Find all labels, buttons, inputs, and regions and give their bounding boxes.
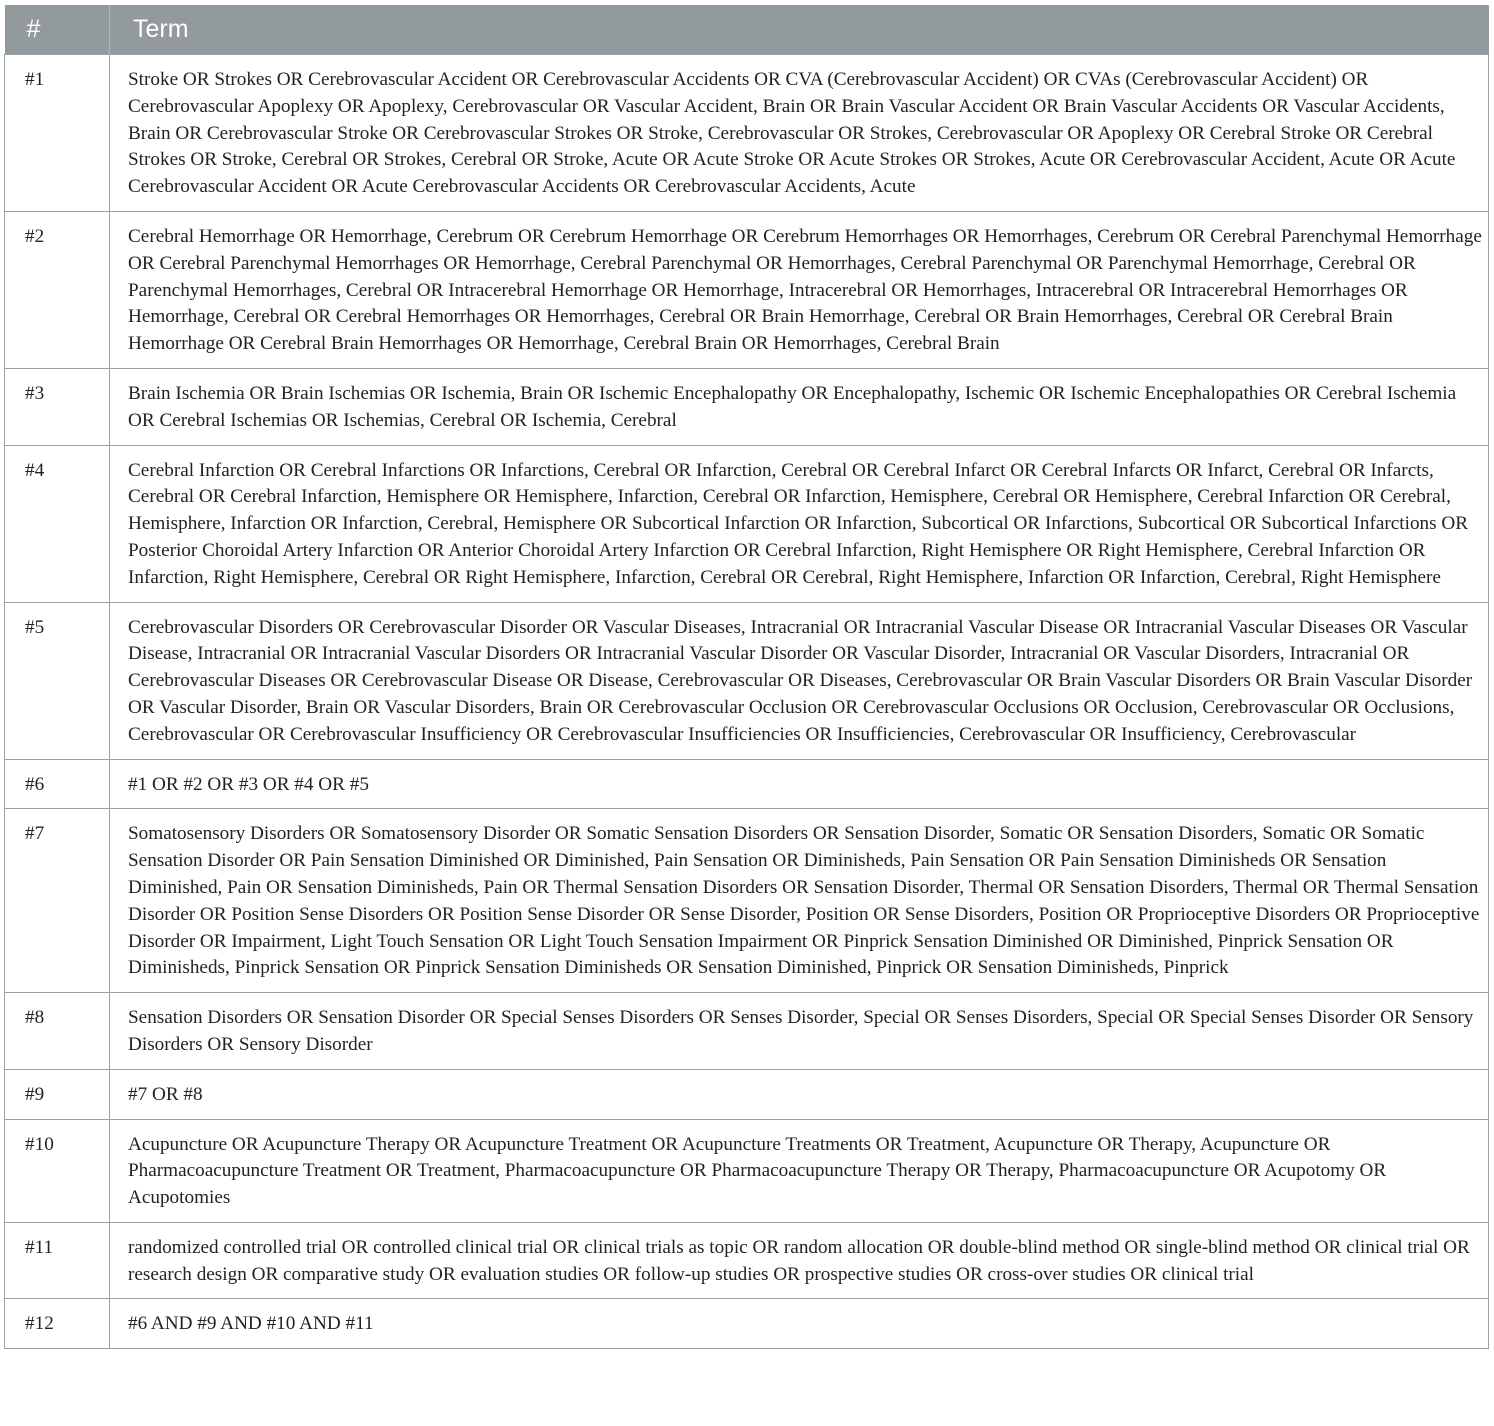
table-body <box>5 55 1489 1349</box>
table-row <box>5 1069 1489 1119</box>
row-term: #1 OR #2 OR #3 OR #4 OR #5 <box>110 759 1489 809</box>
table-row <box>5 1299 1489 1349</box>
table-row <box>5 445 1489 602</box>
header-number: # <box>5 5 110 55</box>
row-number: #9 <box>5 1069 110 1119</box>
row-number: #4 <box>5 445 110 602</box>
row-term: #7 OR #8 <box>110 1069 1489 1119</box>
row-term: Somatosensory Disorders OR Somatosensory Disorder OR Somatic Sensation Disorders OR Sensation Disorder, Somatic OR Sensation Disorders, Somatic OR Somatic Sensation Disorder OR Pain Sensation Diminished OR Diminished, Pain Sensation OR Diminisheds, Pain Sensation OR Pain Sensation Diminisheds OR Sensation Diminished, Pain OR Sensation Diminisheds, Pain OR Thermal Sensation Disorders OR Sensation Disorder, Thermal OR Sensation Disorders, Thermal OR Thermal Sensation Disorder OR Position Sense Disorders OR Position Sense Disorder OR Sense Disorder, Position OR Sense Disorders, Position OR Proprioceptive Disorders OR Proprioceptive Disorder OR Impairment, Light Touch Sensation OR Light Touch Sensation Impairment OR Pinprick Sensation Diminished OR Diminished, Pinprick Sensation OR Diminisheds, Pinprick Sensation OR Pinprick Sensation Diminisheds OR Sensation Diminished, Pinprick OR Sensation Diminisheds, Pinprick <box>110 809 1489 993</box>
table-header <box>5 5 1489 55</box>
table-row <box>5 211 1489 368</box>
row-number: #12 <box>5 1299 110 1349</box>
row-number: #5 <box>5 602 110 759</box>
row-number: #10 <box>5 1119 110 1222</box>
row-number: #8 <box>5 993 110 1070</box>
row-number: #7 <box>5 809 110 993</box>
search-strategy-table <box>4 5 1489 1349</box>
row-number: #6 <box>5 759 110 809</box>
row-term: Sensation Disorders OR Sensation Disorder OR Special Senses Disorders OR Senses Disorder, Special OR Senses Disorders, Special OR Special Senses Disorder OR Sensory Disorders OR Sensory Disorder <box>110 993 1489 1070</box>
table-row <box>5 759 1489 809</box>
row-term: randomized controlled trial OR controlled clinical trial OR clinical trials as topic OR random allocation OR double-blind method OR single-blind method OR clinical trial OR research design OR comparative study OR evaluation studies OR follow-up studies OR prospective studies OR cross-over studies OR clinical trial <box>110 1222 1489 1299</box>
row-number: #11 <box>5 1222 110 1299</box>
table-row <box>5 55 1489 212</box>
row-term: Brain Ischemia OR Brain Ischemias OR Ischemia, Brain OR Ischemic Encephalopathy OR Encephalopathy, Ischemic OR Ischemic Encephalopathies OR Cerebral Ischemia OR Cerebral Ischemias OR Ischemias, Cerebral OR Ischemia, Cerebral <box>110 368 1489 445</box>
row-term: Cerebral Infarction OR Cerebral Infarctions OR Infarctions, Cerebral OR Infarction, Cerebral OR Cerebral Infarct OR Cerebral Infarcts OR Infarct, Cerebral OR Infarcts, Cerebral OR Cerebral Infarction, Hemisphere OR Hemisphere, Infarction, Cerebral OR Infarction, Hemisphere, Cerebral OR Hemisphere, Cerebral Infarction OR Cerebral, Hemisphere, Infarction OR Infarction, Cerebral, Hemisphere OR Subcortical Infarction OR Infarction, Subcortical OR Infarctions, Subcortical OR Subcortical Infarctions OR Posterior Choroidal Artery Infarction OR Anterior Choroidal Artery Infarction OR Cerebral Infarction, Right Hemisphere OR Right Hemisphere, Cerebral Infarction OR Infarction, Right Hemisphere, Cerebral OR Right Hemisphere, Infarction, Cerebral OR Cerebral, Right Hemisphere, Infarction OR Infarction, Cerebral, Right Hemisphere <box>110 445 1489 602</box>
row-number: #1 <box>5 55 110 212</box>
row-term: Acupuncture OR Acupuncture Therapy OR Acupuncture Treatment OR Acupuncture Treatments OR Treatment, Acupuncture OR Therapy, Acupuncture OR Pharmacoacupuncture Treatment OR Treatment, Pharmacoacupuncture OR Pharmacoacupuncture Therapy OR Therapy, Pharmacoacupuncture OR Acupotomy OR Acupotomies <box>110 1119 1489 1222</box>
row-term: Cerebrovascular Disorders OR Cerebrovascular Disorder OR Vascular Diseases, Intracranial OR Intracranial Vascular Disease OR Intracranial Vascular Diseases OR Vascular Disease, Intracranial OR Intracranial Vascular Disorders OR Intracranial Vascular Disorder OR Vascular Disorder, Intracranial OR Vascular Disorders, Intracranial OR Cerebrovascular Diseases OR Cerebrovascular Disease OR Disease, Cerebrovascular OR Diseases, Cerebrovascular OR Brain Vascular Disorders OR Brain Vascular Disorder OR Vascular Disorder, Brain OR Vascular Disorders, Brain OR Cerebrovascular Occlusion OR Cerebrovascular Occlusions OR Occlusion, Cerebrovascular OR Occlusions, Cerebrovascular OR Cerebrovascular Insufficiency OR Cerebrovascular Insufficiencies OR Insufficiencies, Cerebrovascular OR Insufficiency, Cerebrovascular <box>110 602 1489 759</box>
row-term: Cerebral Hemorrhage OR Hemorrhage, Cerebrum OR Cerebrum Hemorrhage OR Cerebrum Hemorrhages OR Hemorrhages, Cerebrum OR Cerebral Parenchymal Hemorrhage OR Cerebral Parenchymal Hemorrhages OR Hemorrhage, Cerebral Parenchymal OR Hemorrhages, Cerebral Parenchymal OR Parenchymal Hemorrhage, Cerebral OR Parenchymal Hemorrhages, Cerebral OR Intracerebral Hemorrhage OR Hemorrhage, Intracerebral OR Hemorrhages, Intracerebral OR Intracerebral Hemorrhages OR Hemorrhage, Cerebral OR Cerebral Hemorrhages OR Hemorrhages, Cerebral OR Brain Hemorrhage, Cerebral OR Brain Hemorrhages, Cerebral OR Cerebral Brain Hemorrhage OR Cerebral Brain Hemorrhages OR Hemorrhage, Cerebral Brain OR Hemorrhages, Cerebral Brain <box>110 211 1489 368</box>
row-term: #6 AND #9 AND #10 AND #11 <box>110 1299 1489 1349</box>
table-row <box>5 1119 1489 1222</box>
table-row <box>5 602 1489 759</box>
row-number: #2 <box>5 211 110 368</box>
table-row <box>5 993 1489 1070</box>
header-term: Term <box>110 5 1489 55</box>
table-row <box>5 368 1489 445</box>
table-row <box>5 1222 1489 1299</box>
header-row <box>5 5 1489 55</box>
table-row <box>5 809 1489 993</box>
row-number: #3 <box>5 368 110 445</box>
row-term: Stroke OR Strokes OR Cerebrovascular Accident OR Cerebrovascular Accidents OR CVA (Cerebrovascular Accident) OR CVAs (Cerebrovascular Accident) OR Cerebrovascular Apoplexy OR Apoplexy, Cerebrovascular OR Vascular Accident, Brain OR Brain Vascular Accident OR Brain Vascular Accidents OR Vascular Accidents, Brain OR Cerebrovascular Stroke OR Cerebrovascular Strokes OR Stroke, Cerebrovascular OR Strokes, Cerebrovascular OR Apoplexy OR Cerebral Stroke OR Cerebral Strokes OR Stroke, Cerebral OR Strokes, Cerebral OR Stroke, Acute OR Acute Stroke OR Acute Strokes OR Strokes, Acute OR Cerebrovascular Accident, Acute OR Acute Cerebrovascular Accident OR Acute Cerebrovascular Accidents OR Cerebrovascular Accidents, Acute <box>110 55 1489 212</box>
